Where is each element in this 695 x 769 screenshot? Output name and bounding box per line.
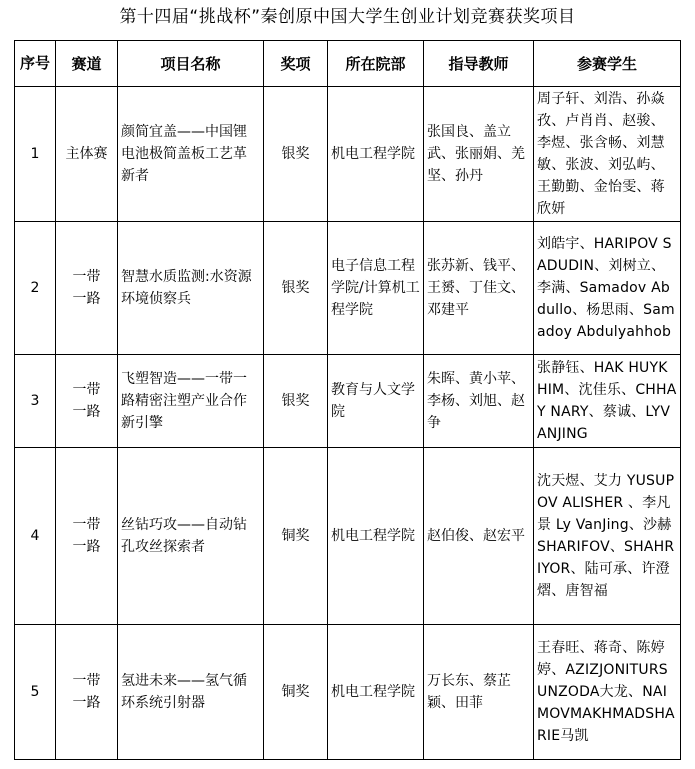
header-award: 奖项 bbox=[264, 41, 328, 87]
row-no: 2 bbox=[15, 222, 56, 355]
row-award: 银奖 bbox=[264, 87, 328, 222]
row-project: 飞塑智造——一带一路精密注塑产业合作新引擎 bbox=[118, 355, 264, 448]
header-row bbox=[15, 41, 681, 87]
row-award: 银奖 bbox=[264, 355, 328, 448]
awards-table bbox=[14, 40, 681, 760]
row-project: 丝钻巧攻——自动钻孔攻丝探索者 bbox=[118, 448, 264, 625]
row-track: 主体赛 bbox=[56, 87, 118, 222]
row-students: 张静钰、HAK HUYKHIM、沈佳乐、CHHAY NARY、蔡诚、LYVANJING bbox=[534, 355, 681, 448]
row-no: 1 bbox=[15, 87, 56, 222]
row-students: 刘皓宇、HARIPOV SADUDIN、刘树立、李满、Samadov Abdullo、杨思雨、Samadoy Abdulyahhob bbox=[534, 222, 681, 355]
header-project: 项目名称 bbox=[118, 41, 264, 87]
row-advisors: 张苏新、钱平、王赟、丁佳文、邓建平 bbox=[424, 222, 534, 355]
document-title: 第十四届“挑战杯”秦创原中国大学生创业计划竞赛获奖项目 bbox=[119, 7, 576, 27]
table-row bbox=[15, 448, 681, 625]
row-award: 铜奖 bbox=[264, 625, 328, 760]
header-advisors: 指导教师 bbox=[424, 41, 534, 87]
header-no: 序号 bbox=[15, 41, 56, 87]
table-row bbox=[15, 87, 681, 222]
row-advisors: 赵伯俊、赵宏平 bbox=[424, 448, 534, 625]
row-school: 机电工程学院 bbox=[328, 87, 424, 222]
row-award: 铜奖 bbox=[264, 448, 328, 625]
table-row bbox=[15, 625, 681, 760]
row-students: 周子轩、刘浩、孙焱孜、卢肖肖、赵骏、李煜、张含畅、刘慧敏、张波、刘弘屿、王勤勤、金怡雯、蒋欣妍 bbox=[534, 87, 681, 222]
row-project: 颜简宜盖——中国锂电池极简盖板工艺革新者 bbox=[118, 87, 264, 222]
header-students: 参赛学生 bbox=[534, 41, 681, 87]
row-award: 银奖 bbox=[264, 222, 328, 355]
row-no: 5 bbox=[15, 625, 56, 760]
table-row bbox=[15, 222, 681, 355]
header-school: 所在院部 bbox=[328, 41, 424, 87]
row-school: 机电工程学院 bbox=[328, 448, 424, 625]
row-advisors: 张国良、盖立武、张丽娟、羌坚、孙丹 bbox=[424, 87, 534, 222]
row-school: 教育与人文学院 bbox=[328, 355, 424, 448]
row-school: 机电工程学院 bbox=[328, 625, 424, 760]
row-school: 电子信息工程学院/计算机工程学院 bbox=[328, 222, 424, 355]
row-students: 沈天煜、艾力 YUSUPOV ALISHER 、李凡景 Ly VanJing、沙赫 SHARIFOV、SHAHRIYOR、陆可承、许澄熠、唐智福 bbox=[534, 448, 681, 625]
row-track: 一带一路 bbox=[56, 625, 118, 760]
row-project: 智慧水质监测:水资源环境侦察兵 bbox=[118, 222, 264, 355]
row-no: 4 bbox=[15, 448, 56, 625]
row-track: 一带一路 bbox=[56, 222, 118, 355]
table-row bbox=[15, 355, 681, 448]
row-no: 3 bbox=[15, 355, 56, 448]
row-students: 王春旺、蒋奇、陈婷婷、AZIZJONITURSUNZODA大龙、NAIMOVMAKHMADSHARIE马凯 bbox=[534, 625, 681, 760]
header-track: 赛道 bbox=[56, 41, 118, 87]
row-track: 一带一路 bbox=[56, 448, 118, 625]
row-advisors: 朱晖、黄小苹、李杨、刘旭、赵争 bbox=[424, 355, 534, 448]
row-track: 一带一路 bbox=[56, 355, 118, 448]
row-advisors: 万长东、蔡芷颖、田菲 bbox=[424, 625, 534, 760]
row-project: 氢进未来——氢气循环系统引射器 bbox=[118, 625, 264, 760]
